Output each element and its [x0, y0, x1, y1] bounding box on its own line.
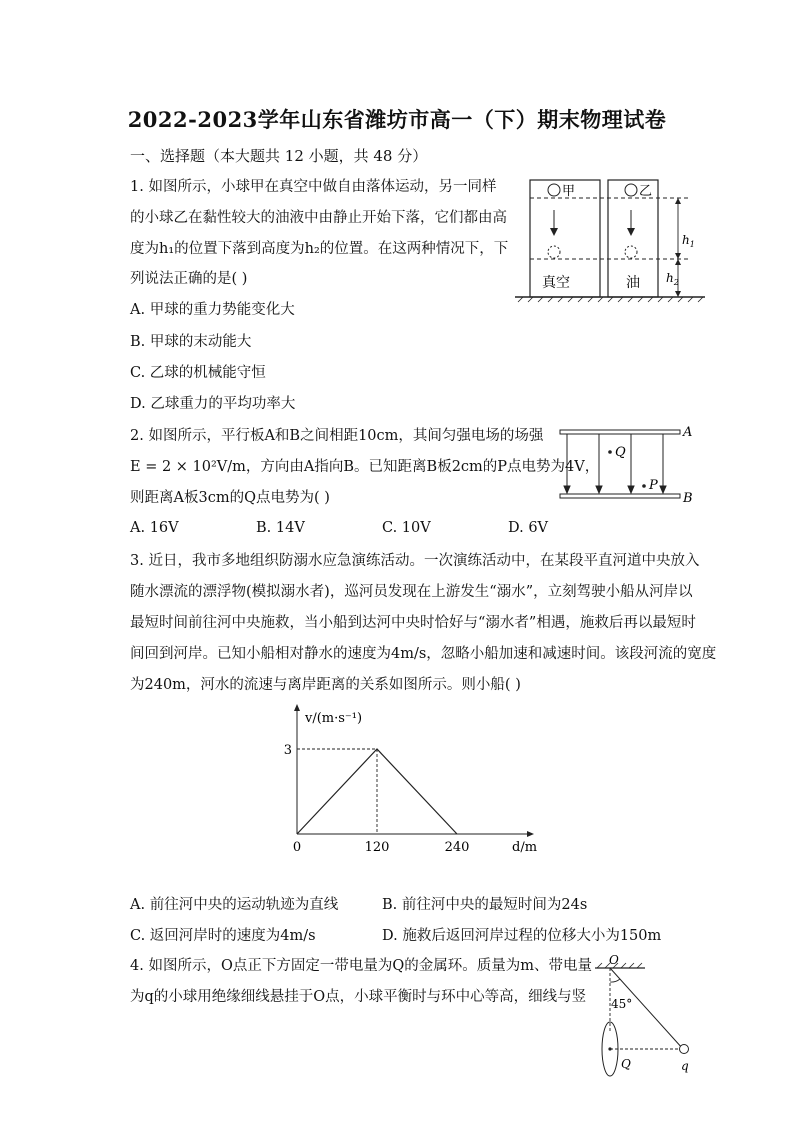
q3-line-5: 为240m，河水的流速与离岸距离的关系如图所示。则小船( )	[130, 677, 521, 693]
q2-option-c: C. 10V	[382, 520, 431, 536]
charged-ball	[680, 1045, 689, 1054]
chart-x-tick-0: 0	[292, 840, 302, 855]
q3-option-a: A. 前往河中央的运动轨迹为直线	[130, 897, 339, 913]
point-q-label: Q	[615, 445, 626, 460]
q3-option-c: C. 返回河岸时的速度为4m/s	[130, 928, 316, 944]
vacuum-label: 真空	[542, 275, 570, 291]
q3-option-d: D. 施救后返回河岸过程的位移大小为150m	[382, 928, 662, 944]
q1-option-b: B. 甲球的末动能大	[130, 334, 252, 350]
q2-figure	[555, 422, 705, 507]
chart-y-label: v/(m·s⁻¹)	[305, 711, 363, 726]
q2-line-1: 2. 如图所示，平行板A和B之间相距10cm，其间匀强电场的场强	[130, 428, 544, 444]
ball-jia-label: 甲	[562, 184, 576, 199]
q1-line-3: 度为h₁的位置下落到高度为h₂的位置。在这两种情况下，下	[130, 241, 509, 257]
q2-option-a: A. 16V	[130, 520, 179, 536]
ball-label: q	[681, 1059, 689, 1073]
chart-y-arrow	[294, 704, 300, 711]
q3-line-2: 随水漂流的漂浮物(模拟溺水者)，巡河员发现在上游发生“溺水”，立刻驾驶小船从河岸以	[130, 584, 693, 600]
oil-label: 油	[626, 275, 640, 291]
q3-line-4: 间回到河岸。已知小船相对静水的速度为4m/s，忽略小船加速和减速时间。该段河流的宽度	[130, 646, 717, 662]
q1-line-1: 1. 如图所示，小球甲在真空中做自由落体运动，另一同样	[130, 179, 497, 195]
q2-line-3: 则距离A板3cm的Q点电势为( )	[130, 490, 330, 506]
q1-line-2: 的小球乙在黏性较大的油液中由静止开始下落，它们都由高	[130, 210, 507, 226]
plate-a	[560, 430, 680, 434]
q4-figure	[585, 952, 705, 1082]
q2-option-b: B. 14V	[256, 520, 305, 536]
ball-jia	[548, 184, 560, 196]
page-title: 2022-2023学年山东省潍坊市高一（下）期末物理试卷	[127, 107, 667, 132]
chart-x-label: d/m	[512, 840, 538, 855]
chart-x-tick-1: 120	[364, 840, 390, 855]
q1-option-c: C. 乙球的机械能守恒	[130, 365, 266, 381]
plate-b	[560, 494, 680, 498]
plate-a-label: A	[683, 425, 693, 440]
q2-line-2: E = 2 × 10²V/m，方向由A指向B。已知距离B板2cm的P点电势为4V，	[130, 459, 600, 475]
section-heading: 一、选择题（本大题共 12 小题，共 48 分）	[130, 147, 428, 165]
plate-b-label: B	[683, 491, 693, 506]
q2-option-d: D. 6V	[508, 520, 549, 536]
q1-line-4: 列说法正确的是( )	[130, 271, 248, 287]
point-p-label: P	[649, 478, 658, 493]
q4-line-1: 4. 如图所示，O点正下方固定一带电量为Q的金属环。质量为m、带电量	[130, 958, 592, 974]
angle-label: 45°	[611, 997, 633, 1011]
chart-x-tick-2: 240	[444, 840, 470, 855]
q3-line-1: 3. 近日，我市多地组织防溺水应急演练活动。一次演练活动中，在某段平直河道中央放入	[130, 553, 700, 569]
chart-x-arrow	[527, 831, 534, 837]
q1-option-a: A. 甲球的重力势能变化大	[130, 302, 295, 318]
ball-yi-label: 乙	[639, 184, 653, 199]
q1-figure	[510, 172, 710, 307]
chart-y-tick: 3	[283, 743, 292, 758]
ring-label: Q	[621, 1057, 631, 1071]
h1-label: $h_1$	[682, 233, 695, 249]
ball-yi	[625, 184, 637, 196]
h2-label: $h_2$	[666, 271, 679, 287]
q3-option-b: B. 前往河中央的最短时间为24s	[382, 897, 588, 913]
point-o-label: O	[609, 953, 619, 967]
q3-line-3: 最短时间前往河中央施救，当小船到达河中央时恰好与“溺水者”相遇，施救后再以最短时	[130, 615, 696, 631]
velocity-chart	[270, 696, 538, 864]
q1-option-d: D. 乙球重力的平均功率大	[130, 396, 296, 412]
q4-line-2: 为q的小球用绝缘细线悬挂于O点，小球平衡时与环中心等高，细线与竖	[130, 989, 587, 1005]
